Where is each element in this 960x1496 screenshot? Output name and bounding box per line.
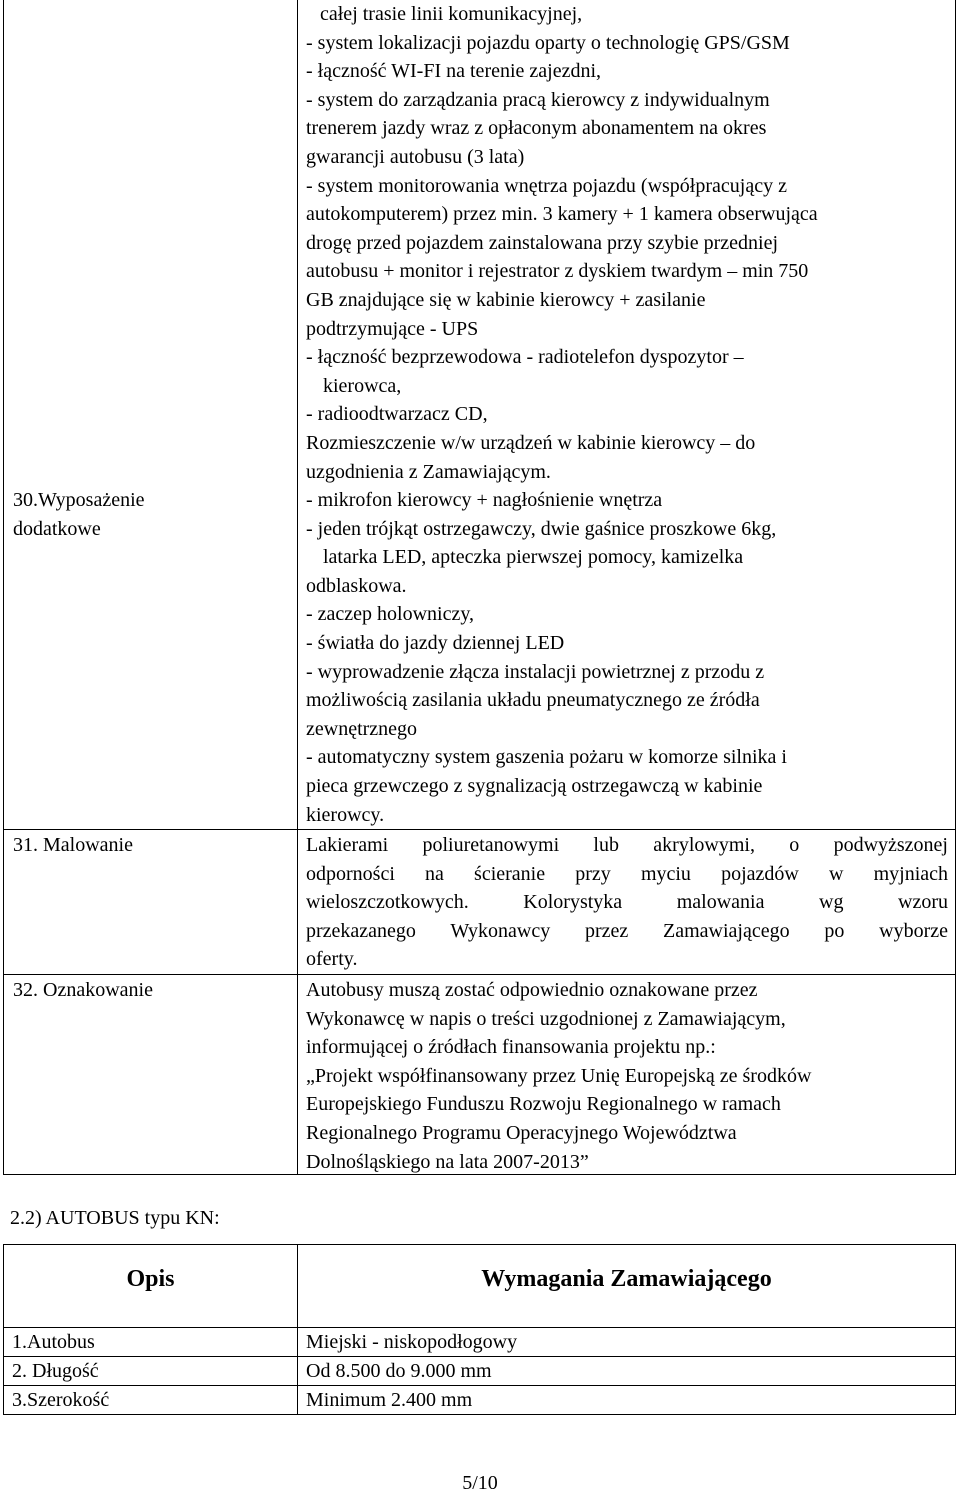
- row-30-text: [306, 0, 948, 829]
- text-line: Regionalnego Programu Operacyjnego Województwa: [306, 1121, 737, 1144]
- row-31-text: [306, 831, 948, 974]
- header-description: Opis: [126, 1266, 175, 1292]
- text-line: - zaczep holowniczy,: [306, 603, 475, 626]
- text-line: autokomputerem) przez min. 3 kamery + 1 kamera obserwująca: [306, 203, 818, 226]
- page-number: 5/10: [462, 1472, 498, 1494]
- row-label: 1.Autobus: [12, 1331, 95, 1353]
- text-line: Dolnośląskiego na lata 2007-2013”: [306, 1150, 589, 1173]
- text-line: - automatyczny system gaszenia pożaru w komorze silnika i: [306, 746, 787, 769]
- row-value: Od 8.500 do 9.000 mm: [306, 1360, 492, 1382]
- text-line: autobusu + monitor i rejestrator z dyskiem twardym – min 750: [306, 260, 809, 283]
- row-label: 2. Długość: [12, 1360, 99, 1382]
- text-line: - radioodtwarzacz CD,: [306, 403, 488, 426]
- text-line: przekazanego Wykonawcy przez Zamawiającego po wyborze: [306, 919, 948, 942]
- row-label: 3.Szerokość: [12, 1389, 110, 1411]
- text-line: trenerem jazdy wraz z opłaconym abonamentem na okres: [306, 117, 767, 140]
- specification-table-lower: [3, 1244, 956, 1415]
- table-row: [4, 1385, 955, 1414]
- text-line: - wyprowadzenie złącza instalacji powietrznej z przodu z: [306, 660, 765, 683]
- specification-table-upper: [3, 0, 956, 1175]
- row-31-label: 31. Malowanie: [13, 834, 133, 856]
- text-line: gwarancji autobusu (3 lata): [306, 145, 525, 168]
- text-line: wieloszczotkowych. Kolorystyka malowania wg wzoru: [306, 891, 948, 914]
- row-30-label-line: dodatkowe: [13, 517, 101, 540]
- text-line: kierowca,: [323, 374, 402, 397]
- row-30-label: [13, 486, 293, 543]
- section-title: 2.2) AUTOBUS typu KN:: [10, 1207, 220, 1229]
- text-line: kierowcy.: [306, 803, 385, 826]
- row-32-text: [306, 976, 948, 1176]
- text-line: uzgodnienia z Zamawiającym.: [306, 460, 551, 483]
- text-line: możliwością zasilania układu pneumatycznego ze źródła: [306, 689, 760, 712]
- text-line: pieca grzewczego z sygnalizacją ostrzegawczą w kabinie: [306, 775, 763, 798]
- text-line: podtrzymujące - UPS: [306, 317, 479, 340]
- text-line: - łączność bezprzewodowa - radiotelefon dyspozytor –: [306, 346, 744, 369]
- text-line: Rozmieszczenie w/w urządzeń w kabinie kierowcy – do: [306, 431, 756, 454]
- text-line: - system do zarządzania pracą kierowcy z indywidualnym: [306, 88, 770, 111]
- text-line: odblaskowa.: [306, 574, 407, 597]
- header-requirements: Wymagania Zamawiającego: [481, 1266, 772, 1292]
- row-value: Miejski - niskopodłogowy: [306, 1331, 518, 1353]
- row-divider: [4, 974, 955, 975]
- text-line: GB znajdujące się w kabinie kierowcy + zasilanie: [306, 288, 706, 311]
- text-line: Wykonawcę w napis o treści uzgodnionej z Zamawiającym,: [306, 1007, 786, 1030]
- text-line: Lakierami poliuretanowymi lub akrylowymi, o podwyższonej: [306, 834, 948, 856]
- text-line: całej trasie linii komunikacyjnej,: [320, 3, 583, 25]
- text-line: Europejskiego Funduszu Rozwoju Regionalnego w ramach: [306, 1093, 781, 1116]
- table-row: [4, 1327, 955, 1356]
- row-divider: [4, 829, 955, 830]
- text-line: Autobusy muszą zostać odpowiednio oznakowane przez: [306, 979, 758, 1001]
- row-value: Minimum 2.400 mm: [306, 1389, 473, 1411]
- text-line: - system lokalizacji pojazdu oparty o technologię GPS/GSM: [306, 31, 790, 54]
- text-line: drogę przed pojazdem zainstalowana przy szybie przedniej: [306, 231, 779, 254]
- text-line: - jeden trójkąt ostrzegawczy, dwie gaśnice proszkowe 6kg,: [306, 517, 777, 540]
- text-line: - łączność WI-FI na terenie zajezdni,: [306, 60, 602, 83]
- row-32-label: 32. Oznakowanie: [13, 979, 153, 1001]
- column-divider: [297, 0, 298, 1174]
- text-line: odporności na ścieranie przy myciu pojazdów w myjniach: [306, 862, 948, 885]
- text-line: „Projekt współfinansowany przez Unię Europejską ze środków: [306, 1064, 812, 1087]
- text-line: informującej o źródłach finansowania projektu np.:: [306, 1036, 716, 1059]
- text-line: - światła do jazdy dziennej LED: [306, 632, 565, 655]
- text-line: - mikrofon kierowcy + nagłośnienie wnętrza: [306, 489, 663, 512]
- text-line: zewnętrznego: [306, 717, 418, 740]
- text-line: oferty.: [306, 948, 358, 971]
- table-row: [4, 1356, 955, 1385]
- text-line: - system monitorowania wnętrza pojazdu (współpracujący z: [306, 174, 787, 197]
- text-line: latarka LED, apteczka pierwszej pomocy, kamizelka: [323, 546, 744, 569]
- row-30-label-line: 30.Wyposażenie: [13, 489, 145, 511]
